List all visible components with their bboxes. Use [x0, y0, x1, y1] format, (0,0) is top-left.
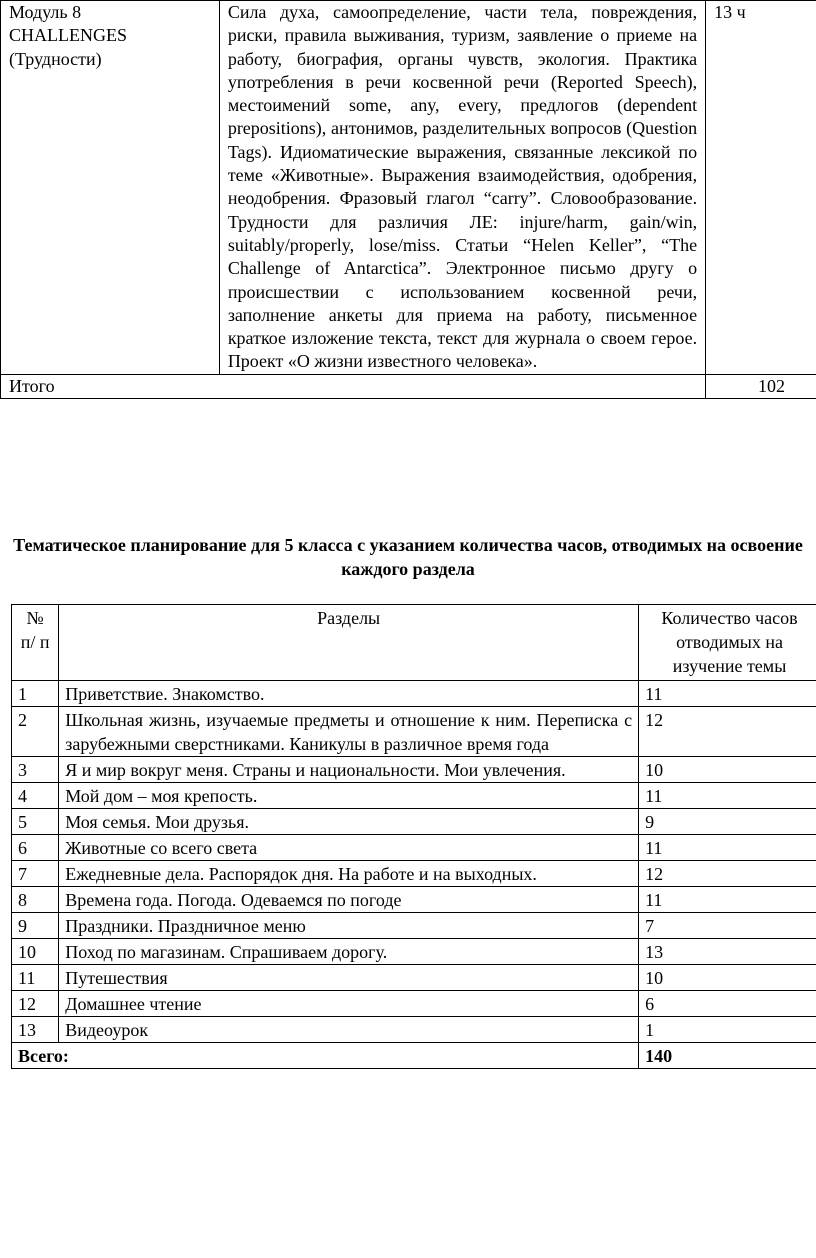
table-row — [12, 965, 816, 991]
row-hours: 12 — [639, 861, 816, 887]
row-title: Школьная жизнь, изучаемые предметы и отношение к ним. Переписка с зарубежными сверстниками. Каникулы в различное время года — [59, 707, 639, 757]
plan-header-row — [12, 605, 816, 681]
row-num: 7 — [12, 861, 59, 887]
header-num: № п/ п — [12, 605, 59, 681]
module-name-cell — [1, 1, 220, 375]
row-num: 8 — [12, 887, 59, 913]
row-title: Путешествия — [59, 965, 639, 991]
table-row — [12, 991, 816, 1017]
row-title: Моя семья. Мои друзья. — [59, 809, 639, 835]
table-row — [12, 1017, 816, 1043]
header-hours: Количество часов отводимых на изучение темы — [639, 605, 816, 681]
plan-rows — [12, 681, 816, 1043]
row-hours: 6 — [639, 991, 816, 1017]
table-row — [12, 913, 816, 939]
row-hours: 1 — [639, 1017, 816, 1043]
module-total-label: Итого — [1, 374, 706, 398]
table-row — [12, 757, 816, 783]
row-title: Видеоурок — [59, 1017, 639, 1043]
table-row — [12, 809, 816, 835]
module-hours: 13 ч — [706, 1, 816, 375]
row-num: 13 — [12, 1017, 59, 1043]
row-title: Праздники. Праздничное меню — [59, 913, 639, 939]
row-hours: 11 — [639, 835, 816, 861]
module-title: CHALLENGES — [9, 25, 127, 46]
module-subtitle: (Трудности) — [9, 48, 102, 69]
table-row — [12, 887, 816, 913]
row-title: Времена года. Погода. Одеваемся по погоде — [59, 887, 639, 913]
plan-table — [11, 604, 816, 1069]
table-row — [12, 835, 816, 861]
table-row — [12, 861, 816, 887]
table-row — [12, 783, 816, 809]
section-title: Тематическое планирование для 5 класса с указанием количества часов, отводимых на освоение каждого раздела — [13, 535, 803, 579]
row-num: 6 — [12, 835, 59, 861]
row-title: Животные со всего света — [59, 835, 639, 861]
row-num: 10 — [12, 939, 59, 965]
row-hours: 10 — [639, 965, 816, 991]
row-hours: 13 — [639, 939, 816, 965]
row-hours: 9 — [639, 809, 816, 835]
row-hours: 11 — [639, 783, 816, 809]
module-content: Сила духа, самоопределение, части тела, повреждения, риски, правила выживания, туризм, заявление о приеме на работу, биография, органы чувств, экология. Практика употребления в речи косвенной речи (Reported Speech), местоимений some, any, every, предлогов (dependent prepositions), антонимов, разделительных вопросов (Question Tags). Идиоматические выражения, связанные лексикой по теме «Животные». Выражения взаимодействия, одобрения, неодобрения. Фразовый глагол “carry”. Словообразование. Трудности для различия ЛЕ: injure/harm, gain/win, suitably/properly, lose/miss. Статьи “Helen Keller”, “The Challenge of Antarctica”. Электронное письмо другу о происшествии с использованием косвенной речи, заполнение анкеты для приема на работу, письменное краткое изложение текста, текст для журнала о своем герое. Проект «О жизни известного человека». — [219, 1, 705, 375]
plan-total-label: Всего: — [12, 1043, 639, 1069]
row-num: 3 — [12, 757, 59, 783]
row-title: Я и мир вокруг меня. Страны и национальности. Мои увлечения. — [59, 757, 639, 783]
table-row — [12, 939, 816, 965]
row-num: 11 — [12, 965, 59, 991]
row-num: 9 — [12, 913, 59, 939]
plan-total-row — [12, 1043, 816, 1069]
row-hours: 11 — [639, 887, 816, 913]
row-num: 5 — [12, 809, 59, 835]
header-sections: Разделы — [59, 605, 639, 681]
row-title: Мой дом – моя крепость. — [59, 783, 639, 809]
row-num: 4 — [12, 783, 59, 809]
row-hours: 7 — [639, 913, 816, 939]
module-row — [1, 1, 816, 375]
table-row — [12, 707, 816, 757]
plan-total-value: 140 — [639, 1043, 816, 1069]
row-num: 2 — [12, 707, 59, 757]
module-total-row — [1, 374, 816, 398]
row-title: Приветствие. Знакомство. — [59, 681, 639, 707]
module-total-value: 102 — [706, 374, 816, 398]
table-row — [12, 681, 816, 707]
module-table — [0, 0, 816, 399]
row-title: Домашнее чтение — [59, 991, 639, 1017]
module-number: Модуль 8 — [9, 2, 82, 22]
row-title: Ежедневные дела. Распорядок дня. На работе и на выходных. — [59, 861, 639, 887]
row-hours: 12 — [639, 707, 816, 757]
row-num: 1 — [12, 681, 59, 707]
row-title: Поход по магазинам. Спрашиваем дорогу. — [59, 939, 639, 965]
row-hours: 10 — [639, 757, 816, 783]
row-num: 12 — [12, 991, 59, 1017]
row-hours: 11 — [639, 681, 816, 707]
